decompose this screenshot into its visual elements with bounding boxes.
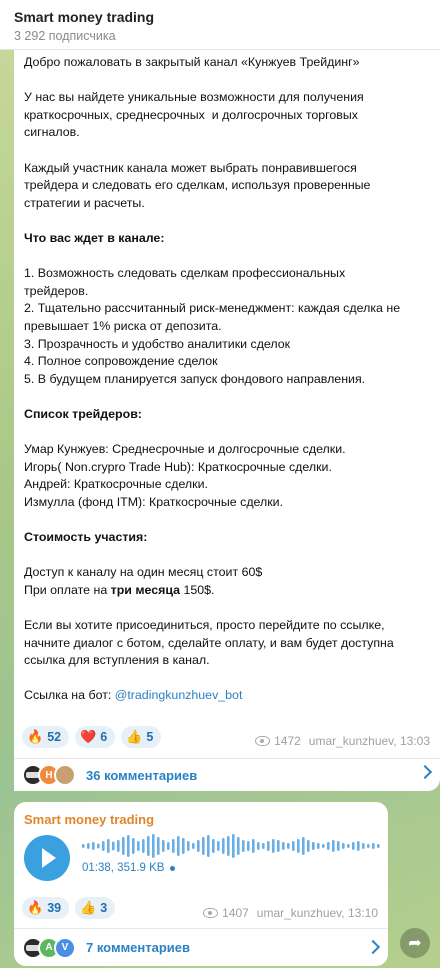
waveform-bar (352, 842, 355, 850)
waveform-bar (297, 839, 300, 853)
comments-count: 7 комментариев (86, 940, 191, 955)
waveform-bar (97, 844, 100, 849)
waveform-bar (252, 839, 255, 853)
waveform-bar (247, 841, 250, 851)
avatar (54, 764, 76, 786)
waveform-bar (237, 837, 240, 855)
waveform-bar (217, 841, 220, 851)
post-text-line (24, 142, 436, 160)
waveform-bar (332, 840, 335, 852)
waveform-bar (152, 834, 155, 858)
commenter-avatars (22, 764, 70, 786)
waveform-bar (377, 844, 380, 848)
post-text-line: Каждый участник канала может выбрать понравившегося (24, 160, 357, 175)
post-text-line: Измулла (фонд ITM): Краткосрочные сделки. (24, 494, 284, 509)
share-arrow-icon[interactable]: ➦ (400, 928, 430, 958)
waveform-bar (277, 840, 280, 852)
post-text-line: Андрей: Краткосрочные сделки. (24, 477, 208, 492)
waveform-bar (182, 838, 185, 854)
message-bubble-voice-post[interactable] (14, 802, 388, 966)
waveform-bar (162, 840, 165, 852)
post-text-line: Если вы хотите присоединиться, просто перейдите по ссылке, (24, 618, 385, 632)
waveform-bar (267, 841, 270, 851)
post-text-line: Стоимость участия: (24, 530, 148, 545)
post-text-line: Умар Кунжуев: Среднесрочные и долгосрочные сделки. (24, 442, 346, 457)
post-text-line: 4. Полное сопровождение сделок (24, 354, 218, 369)
comments-button[interactable] (14, 758, 440, 791)
waveform-bar (337, 841, 340, 851)
waveform-bar (342, 843, 345, 849)
avatar: V (54, 937, 76, 959)
waveform-bar (372, 843, 375, 849)
waveform-bar (197, 840, 200, 852)
waveform-bar (107, 839, 110, 853)
channel-name: Smart money trading (24, 812, 155, 827)
waveform-bar (177, 836, 180, 856)
reaction-thumbs-up[interactable]: 👍 5 (121, 726, 161, 748)
waveform-bar (207, 835, 210, 857)
waveform-bar (132, 838, 135, 854)
waveform-bar (232, 834, 235, 858)
view-count: 1472 (274, 734, 301, 748)
play-icon[interactable] (24, 835, 70, 881)
waveform-bar (212, 839, 215, 853)
waveform-bar (362, 843, 365, 849)
post-text-line: 3. Прозрачность и удобство аналитики сделок (24, 336, 291, 351)
view-count: 1407 (222, 906, 249, 920)
waveform-bar (127, 835, 130, 857)
post-text-line: Игорь( Non.crypro Trade Hub): Краткосрочные сделки. (24, 459, 332, 474)
voice-duration: 01:38, 351.9 KB (82, 862, 175, 874)
price-line (24, 582, 436, 600)
price-line-suffix: 150$. (180, 582, 215, 597)
waveform-bar (92, 842, 95, 850)
message-bubble-text-post[interactable] (14, 46, 440, 791)
post-text-line (24, 212, 436, 230)
commenter-avatars (22, 937, 70, 959)
post-text-line (24, 72, 436, 90)
post-text-line (24, 511, 436, 529)
waveform-bar (142, 839, 145, 853)
bot-link-prefix: Ссылка на бот: (24, 688, 115, 703)
post-text-line: Доступ к каналу на один месяц стоит 60$ (24, 565, 263, 580)
waveform-bar (157, 837, 160, 855)
waveform-bar (317, 843, 320, 849)
reaction-thumbs-up[interactable]: 👍 3 (75, 897, 115, 919)
eye-icon (203, 908, 218, 918)
waveform-bar (87, 843, 90, 849)
post-text-line: стратегии и расчеты. (24, 195, 145, 210)
post-text-line (24, 423, 436, 441)
waveform-bar (357, 841, 360, 851)
waveform-bar (117, 840, 120, 852)
waveform-bar (282, 842, 285, 850)
avatar: A (38, 937, 60, 959)
reaction-fire[interactable]: 🔥 52 (22, 726, 69, 748)
waveform-bar (287, 843, 290, 849)
bot-link[interactable]: @tradingkunzhuev_bot (114, 688, 243, 703)
waveform-bar (192, 843, 195, 849)
post-text-line (24, 599, 436, 617)
waveform-bar (272, 839, 275, 853)
post-text-line (24, 547, 436, 565)
waveform-bar (322, 844, 325, 848)
avatar: H (38, 764, 60, 786)
post-text-line: У нас вы найдете уникальные возможности для получения (24, 90, 364, 105)
channel-title: Smart money trading (14, 9, 155, 25)
waveform-bar (147, 836, 150, 856)
eye-icon (255, 736, 270, 746)
reactions-row (22, 726, 161, 748)
waveform-bar (112, 842, 115, 851)
waveform-bar (307, 840, 310, 852)
post-text (24, 54, 436, 705)
post-text-line: трейдеров. (24, 283, 89, 298)
reactions-row (22, 897, 115, 919)
waveform-bar (122, 837, 125, 855)
waveform-bar (102, 841, 105, 851)
post-text-line: 5. В будущем планируется запуск фондового направления. (24, 371, 366, 386)
post-text-line (24, 670, 436, 688)
waveform-bar (82, 844, 85, 848)
waveform-bar (302, 837, 305, 855)
waveform-bar (172, 839, 175, 853)
post-text-line: ссылка для вступления в канал. (24, 653, 210, 668)
waveform-bar (347, 844, 350, 848)
waveform-bar (187, 841, 190, 851)
waveform-bar (242, 840, 245, 852)
waveform-bar (227, 836, 230, 856)
waveform-bar (257, 842, 260, 850)
post-text-line: сигналов. (24, 125, 80, 140)
post-text-line: Что вас ждет в канале: (24, 230, 165, 245)
post-text-line: Список трейдеров: (24, 406, 142, 421)
subscriber-count: 3 292 подписчика (14, 29, 116, 43)
price-line-bold: три месяца (110, 582, 181, 597)
bot-link-line (24, 687, 436, 705)
post-text-line (24, 388, 436, 406)
price-line-prefix: При оплате на (24, 582, 111, 597)
author-time: umar_kunzhuev, 13:03 (308, 734, 430, 748)
waveform-bar (262, 843, 265, 849)
post-text-line: 1. Возможность следовать сделкам профессиональных (24, 266, 346, 281)
voice-waveform[interactable] (82, 832, 382, 860)
post-text-line: трейдера и следовать его сделкам, используя проверенные (24, 178, 371, 193)
unplayed-dot (170, 866, 175, 871)
waveform-bar (312, 842, 315, 850)
channel-header[interactable] (0, 0, 440, 50)
waveform-bar (367, 844, 370, 848)
reaction-heart[interactable]: ❤️ 6 (75, 726, 115, 748)
post-text-line: начните диалог с ботом, сделайте оплату, и вам будет доступна (24, 635, 394, 650)
waveform-bar (222, 838, 225, 854)
waveform-bar (202, 837, 205, 855)
waveform-bar (327, 842, 330, 850)
comments-count: 36 комментариев (86, 767, 198, 783)
post-text-line (24, 248, 436, 266)
message-meta (255, 734, 430, 748)
message-meta (203, 906, 378, 920)
post-text-line: Добро пожаловать в закрытый канал «Кунжуев Трейдинг» (24, 55, 360, 69)
post-text-line: превышает 1% риска от депозита. (24, 318, 222, 333)
reaction-fire[interactable]: 🔥 39 (22, 897, 69, 919)
post-text-line: 2. Тщательно рассчитанный риск-менеджмент: каждая сделка не (24, 301, 401, 316)
waveform-bar (292, 841, 295, 851)
post-text-line: краткосрочных, среднесрочных и долгосрочных торговых (24, 107, 358, 122)
chevron-right-icon (366, 940, 380, 954)
author-time: umar_kunzhuev, 13:10 (256, 906, 378, 920)
chevron-right-icon (418, 765, 432, 779)
waveform-bar (137, 841, 140, 851)
comments-button[interactable] (14, 928, 388, 966)
waveform-bar (167, 842, 170, 850)
